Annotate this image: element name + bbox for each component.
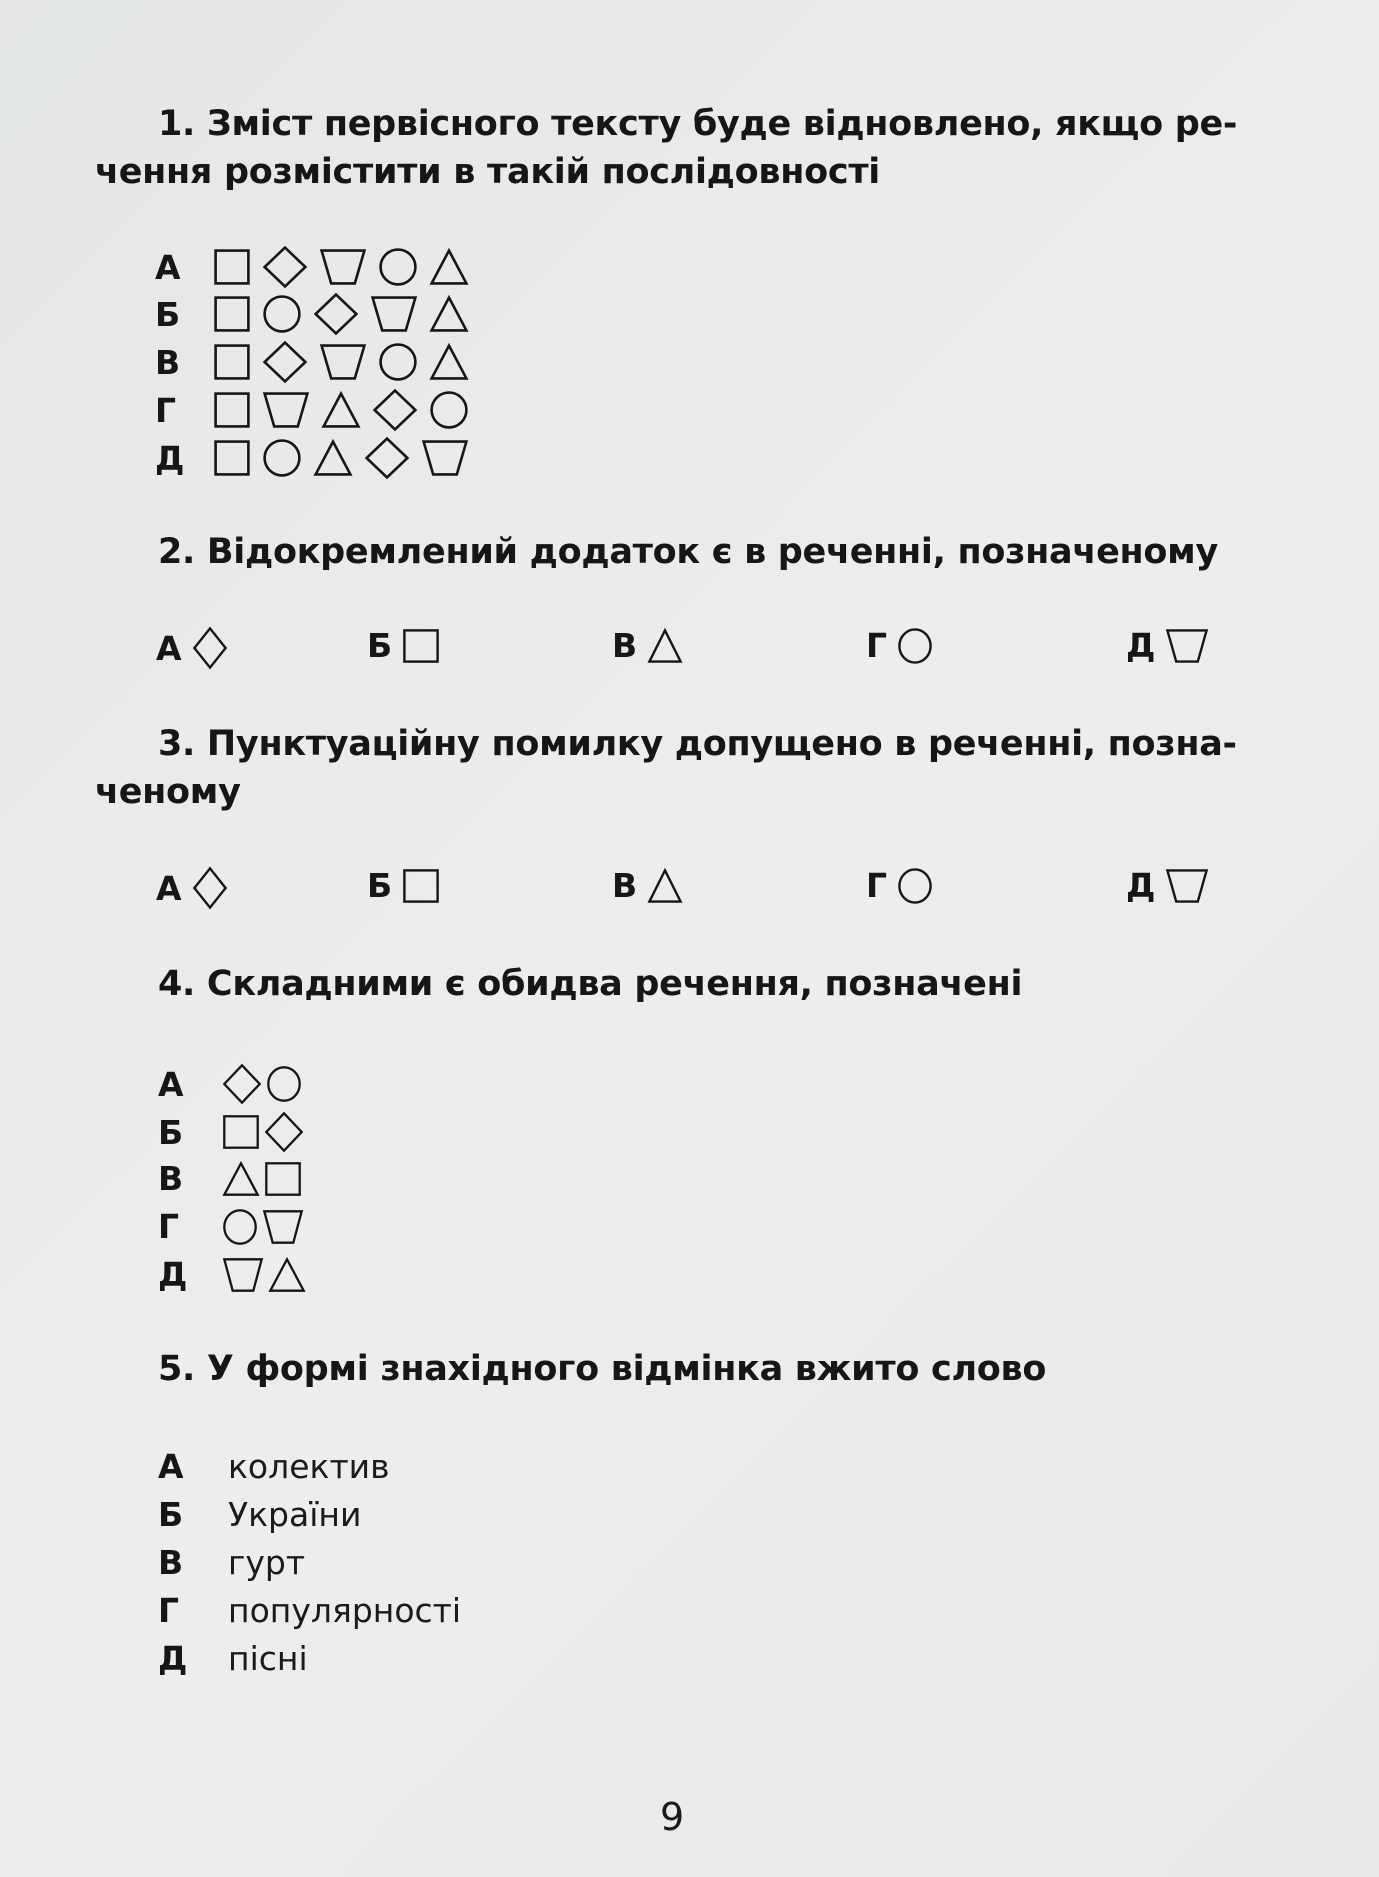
circle-icon <box>897 867 933 905</box>
option-letter: Б <box>155 294 181 334</box>
circle-icon <box>266 1065 302 1103</box>
circle-icon <box>378 247 418 287</box>
square-icon <box>213 391 251 429</box>
option-letter: Д <box>158 1639 188 1678</box>
square-icon <box>213 439 251 477</box>
question-3-option[interactable] <box>1126 866 1219 905</box>
question-1-option[interactable] <box>155 436 480 480</box>
option-letter: Д <box>1126 626 1156 665</box>
trapezoid-icon <box>421 439 469 477</box>
option-letter: Г <box>158 1207 180 1246</box>
diamond-icon <box>313 292 359 336</box>
question-4-option[interactable] <box>158 1111 308 1153</box>
question-1-option[interactable] <box>155 340 480 384</box>
diamond-icon <box>264 1111 304 1153</box>
question-4-option[interactable] <box>158 1207 308 1246</box>
question-1-option[interactable] <box>155 245 480 289</box>
question-4-option[interactable] <box>158 1063 306 1105</box>
trapezoid-icon <box>262 391 310 429</box>
question-3-option[interactable] <box>612 866 693 905</box>
option-letter: В <box>155 342 181 382</box>
option-letter: Д <box>1126 866 1156 905</box>
question-5-title: 5. У формі знахідного відмінка вжито слово <box>158 1349 1047 1389</box>
option-letter: Д <box>158 1255 188 1294</box>
question-2-option[interactable] <box>866 626 943 665</box>
question-5-option[interactable] <box>158 1447 390 1486</box>
option-letter: В <box>158 1543 184 1582</box>
option-letter: Б <box>158 1112 184 1152</box>
diamond-icon <box>222 1063 262 1105</box>
diamond-icon <box>192 626 228 670</box>
triangle-icon <box>321 391 361 429</box>
question-1-title-line-1: 1. Зміст первісного тексту буде відновлено, якщо ре- <box>158 104 1238 144</box>
diamond-icon <box>262 245 308 289</box>
option-letter: Б <box>367 626 393 665</box>
question-4-title: 4. Складними є обидва речення, позначені <box>158 964 1023 1004</box>
option-letter: Г <box>866 626 888 665</box>
trapezoid-icon <box>1165 868 1209 904</box>
option-letter: В <box>158 1159 184 1198</box>
trapezoid-icon <box>222 1257 264 1293</box>
diamond-icon <box>192 866 228 910</box>
question-5-option[interactable] <box>158 1591 461 1630</box>
square-icon <box>222 1114 260 1150</box>
option-word: гурт <box>228 1543 306 1582</box>
option-letter: Г <box>155 390 177 430</box>
option-word: популярності <box>228 1591 462 1630</box>
trapezoid-icon <box>319 248 367 286</box>
option-word: пісні <box>228 1639 308 1678</box>
question-1-option[interactable] <box>155 292 480 336</box>
question-3-title-line-2: ченому <box>95 772 241 812</box>
question-3-title <box>95 720 1258 816</box>
triangle-icon <box>429 248 469 286</box>
question-2-title: 2. Відокремлений додаток є в реченні, позначеному <box>158 532 1218 572</box>
diamond-icon <box>372 388 418 432</box>
question-3-title-line-1: 3. Пунктуаційну помилку допущено в реченні, позна- <box>158 724 1237 764</box>
circle-icon <box>897 627 933 665</box>
option-letter: В <box>612 866 638 905</box>
question-1-title <box>95 100 1258 196</box>
option-letter: Б <box>367 866 393 905</box>
triangle-icon <box>268 1257 306 1293</box>
triangle-icon <box>313 439 353 477</box>
option-letter: Д <box>155 438 185 478</box>
option-word: України <box>228 1495 362 1534</box>
option-letter: А <box>156 868 182 908</box>
question-2-option[interactable] <box>156 626 238 670</box>
diamond-icon <box>262 340 308 384</box>
question-4-option[interactable] <box>158 1255 310 1294</box>
option-letter: Г <box>158 1591 180 1630</box>
option-letter: А <box>155 247 181 287</box>
option-letter: Г <box>866 866 888 905</box>
square-icon <box>402 868 440 904</box>
question-3-option[interactable] <box>156 866 238 910</box>
question-5-option[interactable] <box>158 1639 308 1678</box>
question-1-title-line-2: чення розмістити в такій послідовності <box>95 152 881 192</box>
option-word: колектив <box>228 1447 390 1486</box>
question-2-option[interactable] <box>612 626 693 665</box>
question-3-option[interactable] <box>866 866 943 905</box>
trapezoid-icon <box>1165 628 1209 664</box>
square-icon <box>264 1161 302 1197</box>
question-5-option[interactable] <box>158 1543 305 1582</box>
option-letter: А <box>158 1447 184 1486</box>
question-2-option[interactable] <box>1126 626 1219 665</box>
circle-icon <box>262 438 302 478</box>
question-3-option[interactable] <box>367 866 450 905</box>
triangle-icon <box>429 343 469 381</box>
question-5-option[interactable] <box>158 1495 361 1534</box>
trapezoid-icon <box>319 343 367 381</box>
square-icon <box>213 295 251 333</box>
option-letter: Б <box>158 1495 184 1534</box>
triangle-icon <box>429 295 469 333</box>
square-icon <box>213 248 251 286</box>
circle-icon <box>429 390 469 430</box>
triangle-icon <box>647 868 683 904</box>
trapezoid-icon <box>370 295 418 333</box>
trapezoid-icon <box>262 1209 304 1245</box>
circle-icon <box>378 342 418 382</box>
question-4-option[interactable] <box>158 1159 306 1198</box>
circle-icon <box>262 294 302 334</box>
page-number: 9 <box>660 1795 685 1839</box>
circle-icon <box>222 1208 258 1246</box>
diamond-icon <box>364 436 410 480</box>
square-icon <box>213 343 251 381</box>
question-1-option[interactable] <box>155 388 480 432</box>
triangle-icon <box>647 628 683 664</box>
option-letter: А <box>158 1064 184 1104</box>
option-letter: А <box>156 628 182 668</box>
question-2-option[interactable] <box>367 626 450 665</box>
option-letter: В <box>612 626 638 665</box>
square-icon <box>402 628 440 664</box>
triangle-icon <box>222 1161 260 1197</box>
